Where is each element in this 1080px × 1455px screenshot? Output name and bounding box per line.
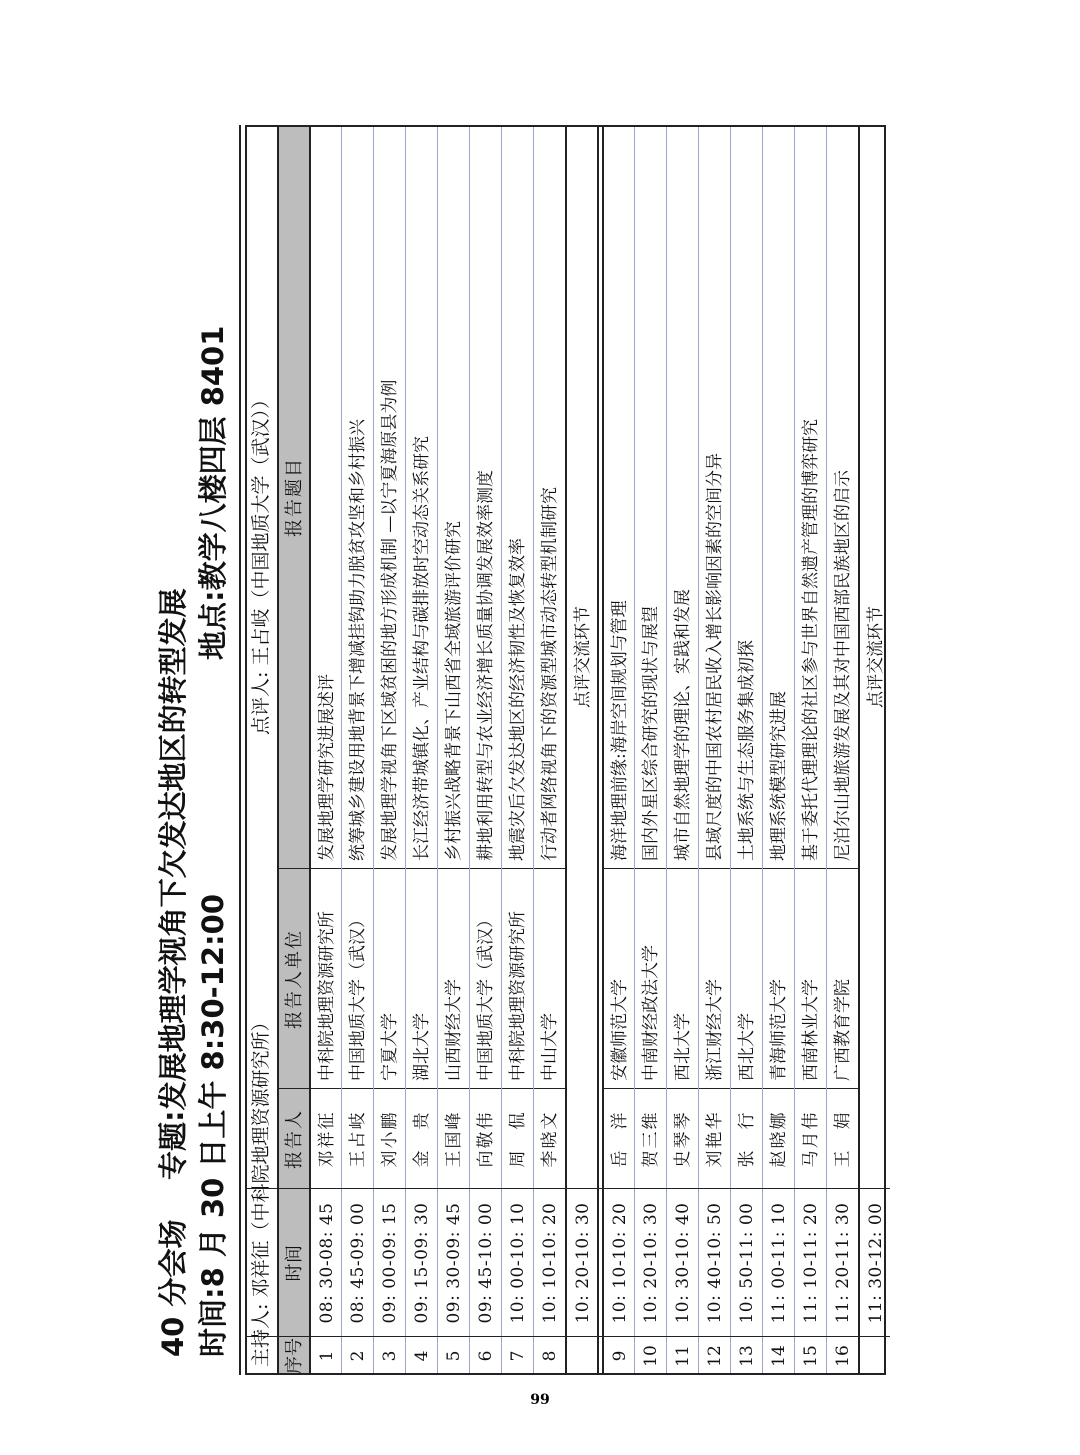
cell-time: 08: 45-09: 00 — [348, 1202, 368, 1324]
col-divider — [502, 1088, 533, 1089]
col-divider — [827, 868, 858, 869]
cell-title: 发展地理学研究进展述评 — [317, 674, 337, 861]
header-rule — [239, 125, 241, 1375]
break-label: 点评交流环节 — [573, 606, 593, 708]
cell-speaker: 刘艳华 — [705, 1110, 725, 1168]
cell-institution: 中山大学 — [540, 1013, 560, 1081]
cell-no: 8 — [540, 1350, 560, 1362]
cell-time: 10: 10-10: 20 — [610, 1202, 630, 1324]
cell-time: 10: 20-10: 30 — [641, 1202, 661, 1324]
cell-institution: 宁夏大学 — [380, 1013, 400, 1081]
cell-speaker: 贺三维 — [641, 1110, 661, 1168]
cell-speaker: 史琴琴 — [673, 1110, 693, 1168]
cell-institution: 西南林业大学 — [801, 979, 821, 1081]
col-divider — [374, 868, 405, 869]
col-divider — [604, 868, 634, 869]
cell-title: 国内外星区综合研究的现状与展望 — [641, 606, 661, 861]
col-divider — [342, 868, 373, 869]
cell-speaker: 金 贵 — [412, 1110, 432, 1168]
cell-speaker: 邓祥征 — [317, 1110, 337, 1168]
cell-institution: 山西财经大学 — [444, 979, 464, 1081]
cell-time: 09: 30-09: 45 — [444, 1202, 464, 1324]
break-time: 11: 30-12: 00 — [866, 1202, 886, 1324]
cell-title: 统筹城乡建设用地背景下增减挂钩助力脱贫攻坚和乡村振兴 — [348, 419, 368, 861]
col-divider — [502, 868, 533, 869]
header-line-2 — [194, 125, 232, 1375]
cell-no: 2 — [348, 1350, 368, 1362]
col-divider — [763, 1088, 794, 1089]
cell-no: 14 — [769, 1345, 789, 1367]
cell-speaker: 王 娟 — [833, 1110, 853, 1168]
cell-time: 10: 50-11: 00 — [737, 1202, 757, 1324]
cell-time: 08: 30-08: 45 — [317, 1202, 337, 1324]
topic-title: 专题:发展地理学视角下欠发达地区的转型发展 — [156, 588, 190, 1180]
col-divider — [635, 1088, 666, 1089]
cell-speaker: 刘小鹏 — [380, 1110, 400, 1168]
cell-speaker: 马月伟 — [801, 1110, 821, 1168]
cell-no: 7 — [508, 1350, 528, 1362]
col-divider — [245, 1336, 890, 1337]
col-divider — [438, 868, 469, 869]
col-divider — [699, 868, 730, 869]
col-title-header: 报告题目 — [284, 457, 305, 537]
col-divider — [534, 1088, 565, 1089]
cell-no: 16 — [833, 1345, 853, 1367]
cell-no: 5 — [444, 1350, 464, 1362]
col-divider — [470, 868, 501, 869]
cell-no: 12 — [705, 1345, 725, 1367]
cell-title: 乡村振兴战略背景下山西省全域旅游评价研究 — [444, 521, 464, 861]
col-divider — [667, 1088, 698, 1089]
col-divider — [731, 868, 762, 869]
cell-no: 4 — [412, 1350, 432, 1362]
break-no — [567, 1337, 597, 1375]
cell-speaker: 王国峰 — [444, 1110, 464, 1168]
cell-speaker: 岳 洋 — [610, 1110, 630, 1168]
col-divider — [245, 1188, 890, 1189]
col-divider — [763, 868, 794, 869]
cell-no: 6 — [476, 1350, 496, 1362]
break-label: 点评交流环节 — [866, 606, 886, 708]
cell-time: 10: 00-10: 10 — [508, 1202, 528, 1324]
cell-title: 地理系统模型研究进展 — [769, 691, 789, 861]
schedule-table — [245, 125, 890, 1375]
col-divider — [604, 1088, 634, 1089]
col-divider — [795, 868, 826, 869]
cell-speaker: 王占岐 — [348, 1110, 368, 1168]
host-text: 主持人: 邓祥征（中科院地理资源研究所） — [250, 1012, 272, 1367]
col-divider — [438, 1088, 469, 1089]
cell-speaker: 李晓文 — [540, 1110, 560, 1168]
col-divider — [279, 1088, 309, 1089]
col-divider — [795, 1088, 826, 1089]
header-line-1 — [154, 125, 192, 1375]
col-divider — [406, 1088, 437, 1089]
reviewer-text: 点评人: 王占岐（中国地质大学（武汉）） — [250, 390, 272, 735]
col-divider — [635, 868, 666, 869]
cell-institution: 广西教育学院 — [833, 979, 853, 1081]
cell-time: 11: 10-11: 20 — [801, 1202, 821, 1324]
cell-time: 10: 30-10: 40 — [673, 1202, 693, 1324]
col-divider — [827, 1088, 858, 1089]
cell-time: 09: 45-10: 00 — [476, 1202, 496, 1324]
page-number: 99 — [530, 1392, 550, 1408]
cell-time: 10: 10-10: 20 — [540, 1202, 560, 1324]
col-divider — [311, 1088, 341, 1089]
cell-title: 县域尺度的中国农村居民收入增长影响因素的空间分异 — [705, 453, 725, 861]
cell-title: 尼泊尔山地旅游发展及其对中国西部民族地区的启示 — [833, 470, 853, 861]
col-speaker-header: 报告人 — [284, 1109, 305, 1169]
cell-speaker: 向敬伟 — [476, 1110, 496, 1168]
cell-institution: 中国地质大学（武汉） — [348, 911, 368, 1081]
col-divider — [534, 868, 565, 869]
session-location: 地点:教学八楼四层 8401 — [196, 325, 230, 660]
col-divider — [731, 1088, 762, 1089]
cell-institution: 青海师范大学 — [769, 979, 789, 1081]
cell-institution: 浙江财经大学 — [705, 979, 725, 1081]
cell-time: 09: 00-09: 15 — [380, 1202, 400, 1324]
col-divider — [667, 868, 698, 869]
cell-time: 11: 20-11: 30 — [833, 1202, 853, 1324]
col-divider — [374, 1088, 405, 1089]
break-time: 10: 20-10: 30 — [573, 1202, 593, 1324]
cell-speaker: 赵晓娜 — [769, 1110, 789, 1168]
cell-no: 13 — [737, 1345, 757, 1367]
rotated-content — [150, 125, 900, 1375]
col-institution-header: 报告人单位 — [284, 929, 305, 1029]
cell-no: 10 — [641, 1345, 661, 1367]
cell-no: 9 — [610, 1350, 630, 1362]
cell-institution: 湖北大学 — [412, 1013, 432, 1081]
cell-speaker: 周 侃 — [508, 1110, 528, 1168]
cell-no: 15 — [801, 1345, 821, 1367]
col-divider — [342, 1088, 373, 1089]
session-label: 40 分会场 — [156, 1219, 190, 1357]
cell-title: 城市自然地理学的理论、实践和发展 — [673, 589, 693, 861]
cell-time: 09: 15-09: 30 — [412, 1202, 432, 1324]
cell-title: 发展地理学视角下区域贫困的地方形成机制 —以宁夏海原县为例 — [380, 379, 400, 861]
cell-speaker: 张 行 — [737, 1110, 757, 1168]
cell-no: 1 — [317, 1350, 337, 1362]
cell-no: 11 — [673, 1345, 693, 1367]
break-no — [860, 1337, 890, 1375]
cell-time: 10: 40-10: 50 — [705, 1202, 725, 1324]
cell-institution: 西北大学 — [673, 1013, 693, 1081]
cell-time: 11: 00-11: 10 — [769, 1202, 789, 1324]
cell-title: 长江经济带城镇化、产业结构与碳排放时空动态关系研究 — [412, 436, 432, 861]
cell-title: 海洋地理前缘:海岸空间规划与管理 — [610, 600, 630, 861]
col-divider — [699, 1088, 730, 1089]
col-divider — [279, 868, 309, 869]
cell-title: 土地系统与生态服务集成初探 — [737, 640, 757, 861]
col-divider — [311, 868, 341, 869]
cell-institution: 中南财经政法大学 — [641, 945, 661, 1081]
col-no-header: 序号 — [284, 1338, 305, 1374]
cell-institution: 中科院地理资源研究所 — [317, 911, 337, 1081]
cell-institution: 安徽师范大学 — [610, 979, 630, 1081]
cell-title: 基于委托代理理论的社区参与世界自然遗产管理的博弈研究 — [801, 419, 821, 861]
col-divider — [406, 868, 437, 869]
session-time: 时间:8 月 30 日上午 8:30-12:00 — [196, 894, 230, 1357]
cell-no: 3 — [380, 1350, 400, 1362]
cell-title: 耕地利用转型与农业经济增长质量协调发展效率测度 — [476, 470, 496, 861]
cell-title: 行动者网络视角下的资源型城市动态转型机制研究 — [540, 487, 560, 861]
cell-institution: 中国地质大学（武汉） — [476, 911, 496, 1081]
col-divider — [470, 1088, 501, 1089]
col-time-header: 时间 — [284, 1244, 305, 1282]
cell-title: 地震灾后欠发达地区的经济韧性及恢复效率 — [508, 538, 528, 861]
cell-institution: 中科院地理资源研究所 — [508, 911, 528, 1081]
cell-institution: 西北大学 — [737, 1013, 757, 1081]
